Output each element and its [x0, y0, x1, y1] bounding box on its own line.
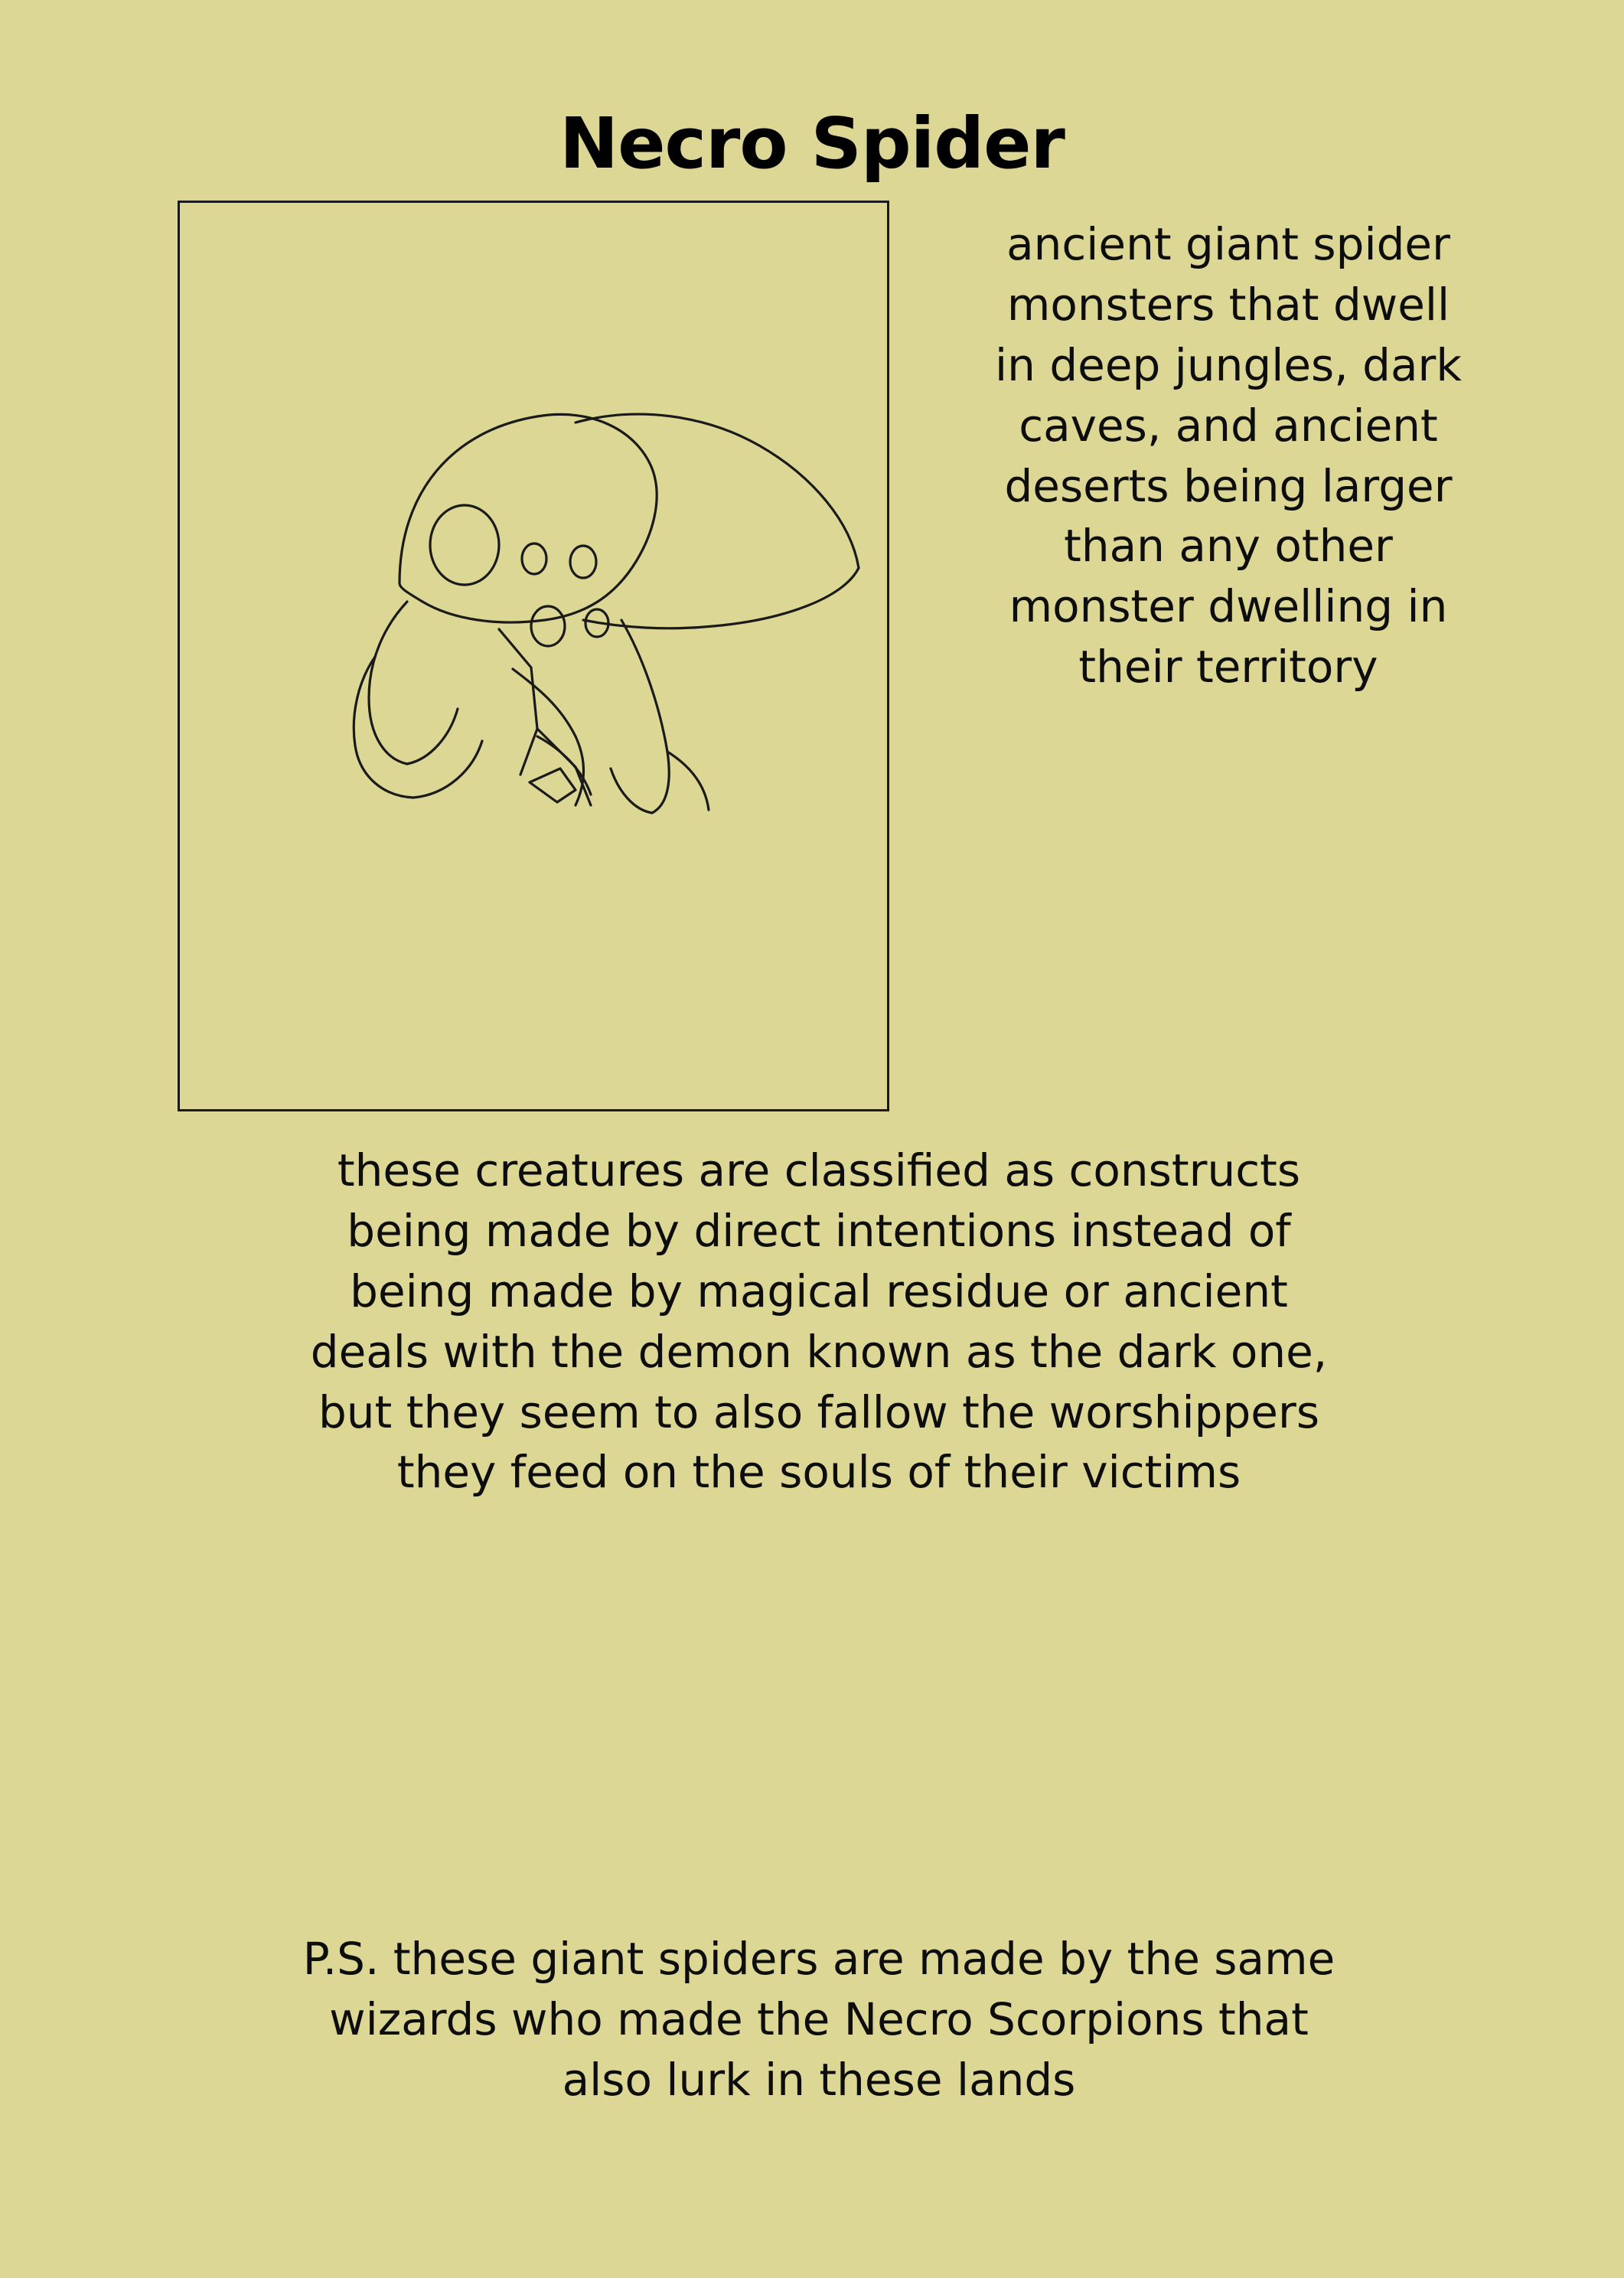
intro-line: than any other — [1064, 520, 1393, 573]
body-line: being made by magical residue or ancient — [350, 1265, 1288, 1317]
intro-paragraph — [926, 214, 1531, 697]
intro-line: in deep jungles, dark — [995, 338, 1462, 391]
postscript-paragraph — [145, 1929, 1492, 2110]
intro-line: ancient giant spider — [1006, 218, 1450, 270]
body-paragraph — [145, 1141, 1492, 1503]
body-line: being made by direct intentions instead of — [347, 1204, 1291, 1257]
body-line: they feed on the souls of their victims — [396, 1446, 1241, 1499]
intro-line: caves, and ancient — [1019, 399, 1438, 452]
intro-line: monsters that dwell — [1006, 278, 1450, 331]
postscript-line: P.S. these giant spiders are made by the same — [302, 1933, 1335, 1985]
body-line: these creatures are classified as constructs — [337, 1144, 1301, 1196]
intro-line: monster dwelling in — [1009, 580, 1448, 633]
body-line: but they seem to also fallow the worshippers — [318, 1385, 1320, 1438]
intro-line: deserts being larger — [1004, 459, 1453, 512]
postscript-line: wizards who made the Necro Scorpions that — [329, 1992, 1309, 2045]
body-line: deals with the demon known as the dark one, — [310, 1325, 1328, 1378]
postscript-line: also lurk in these lands — [562, 2053, 1076, 2106]
artwork-frame — [178, 201, 889, 1111]
page-title: Necro Spider — [559, 102, 1065, 184]
intro-line: their territory — [1078, 641, 1378, 694]
